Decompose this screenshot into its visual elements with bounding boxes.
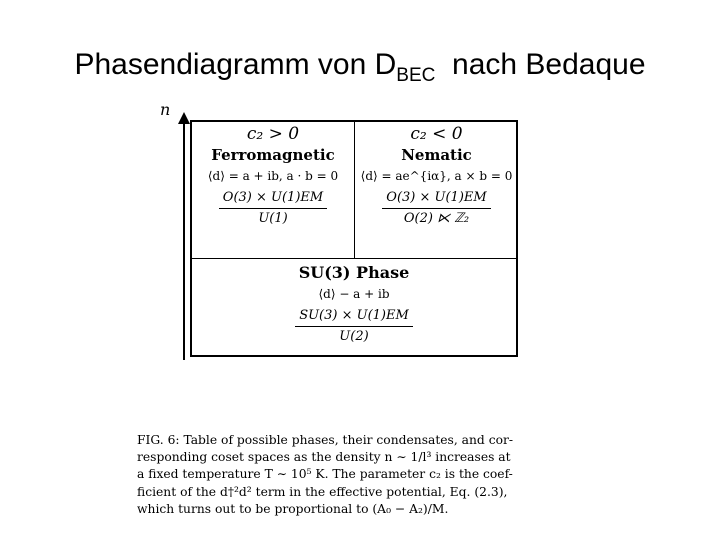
title-prefix: Phasendiagramm von D xyxy=(74,48,397,81)
ferromagnetic-coset-denominator: U(1) xyxy=(258,211,288,227)
caption-line: responding coset spaces as the density n ∼ 1/l³ increases at xyxy=(137,450,511,465)
title-suffix: nach Bedaque xyxy=(452,48,646,81)
su3-cell xyxy=(192,262,516,346)
nematic-condensate: ⟨d⟩ = ae^{iα}, a × b = 0 xyxy=(360,169,513,183)
ferromagnetic-coset xyxy=(219,190,327,228)
horizontal-divider xyxy=(192,258,516,259)
ferromagnetic-condition: c₂ > 0 xyxy=(246,124,300,144)
caption-line: a fixed temperature T ∼ 10⁵ K. The parameter c₂ is the coef- xyxy=(137,467,513,482)
figure-caption xyxy=(137,432,557,518)
nematic-coset-denominator: O(2) ⋉ ℤ₂ xyxy=(403,211,470,227)
phase-table xyxy=(190,120,518,357)
nematic-name: Nematic xyxy=(401,146,472,165)
nematic-cell xyxy=(355,124,518,228)
caption-line: ficient of the d†²d² term in the effective potential, Eq. (2.3), xyxy=(137,484,508,499)
axis-label-n: n xyxy=(160,100,171,119)
su3-coset-numerator: SU(3) × U(1)EM xyxy=(295,308,413,327)
slide-title xyxy=(0,48,720,87)
su3-name: SU(3) Phase xyxy=(298,263,410,282)
density-axis xyxy=(183,122,185,360)
su3-condensate: ⟨d⟩ − a + ib xyxy=(318,287,390,301)
nematic-coset xyxy=(382,190,490,228)
su3-coset-denominator: U(2) xyxy=(339,329,369,345)
phase-diagram xyxy=(150,100,530,365)
su3-coset xyxy=(295,308,413,346)
ferromagnetic-condensate: ⟨d⟩ = a + ib, a · b = 0 xyxy=(207,169,339,183)
ferromagnetic-name: Ferromagnetic xyxy=(211,146,335,165)
ferromagnetic-coset-numerator: O(3) × U(1)EM xyxy=(219,190,327,209)
nematic-coset-numerator: O(3) × U(1)EM xyxy=(382,190,490,209)
ferromagnetic-cell xyxy=(192,124,354,228)
caption-line: FIG. 6: Table of possible phases, their condensates, and cor- xyxy=(137,433,514,447)
nematic-condition: c₂ < 0 xyxy=(410,124,463,144)
caption-line: which turns out to be proportional to (A₀ − A₂)/M. xyxy=(137,501,449,516)
title-subscript: BEC xyxy=(396,65,436,86)
